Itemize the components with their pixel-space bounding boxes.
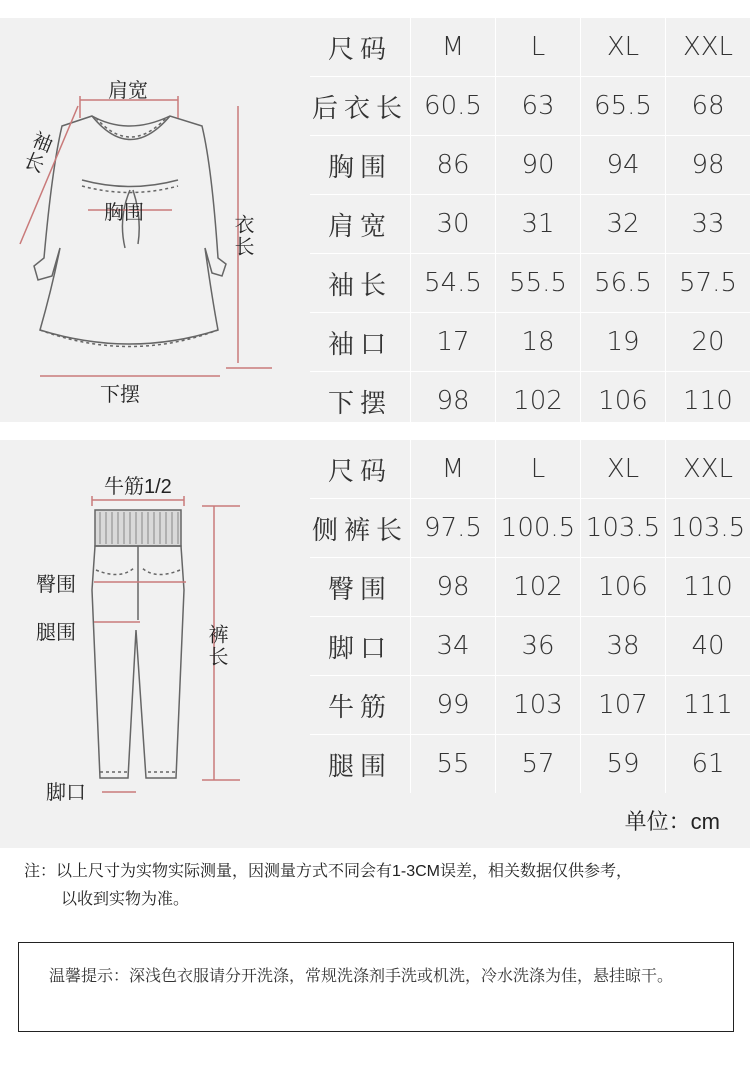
row-label: 脚口	[310, 617, 411, 676]
table-cell: 102	[496, 372, 581, 431]
size-header-label: 尺码	[310, 18, 411, 77]
care-tip-text: 温馨提示：深浅色衣服请分开洗涤，常规洗涤剂手洗或机洗，冷水洗涤为佳，悬挂晾干。	[49, 968, 674, 985]
table-cell: 106	[581, 372, 666, 431]
table-cell: 110	[666, 558, 750, 617]
table-cell: 55.5	[496, 254, 581, 313]
table-cell: 98	[666, 136, 750, 195]
dress-length-label: 衣长	[231, 214, 253, 258]
table-cell: 68	[666, 77, 750, 136]
table-row	[310, 558, 750, 617]
table-cell: 57	[496, 735, 581, 794]
table-row	[310, 617, 750, 676]
dress-size-table	[310, 18, 750, 430]
table-cell: 102	[496, 558, 581, 617]
size-header-cell: M	[411, 18, 496, 77]
care-tip-box	[18, 942, 734, 1032]
table-cell: 98	[411, 558, 496, 617]
size-header-cell: XL	[581, 440, 666, 499]
dress-sketch	[34, 116, 226, 347]
pants-waistband-label: 牛筋1/2	[104, 476, 172, 498]
note-line-1: 注：以上尺寸为实物实际测量，因测量方式不同会有1-3CM误差，相关数据仅供参考，	[24, 863, 633, 880]
note-line-2: 以收到实物为准。	[61, 891, 190, 908]
pants-length-label: 裤长	[205, 624, 227, 668]
table-cell: 32	[581, 195, 666, 254]
table-cell: 97.5	[411, 499, 496, 558]
row-label: 下摆	[310, 372, 411, 431]
row-label: 侧裤长	[310, 499, 411, 558]
table-cell: 106	[581, 558, 666, 617]
table-row	[310, 313, 750, 372]
size-header-cell: XL	[581, 18, 666, 77]
table-cell: 31	[496, 195, 581, 254]
table-cell: 18	[496, 313, 581, 372]
table-cell: 34	[411, 617, 496, 676]
row-label: 袖长	[310, 254, 411, 313]
table-cell: 61	[691, 749, 725, 779]
table-cell: 17	[411, 313, 496, 372]
dress-chest-label: 胸围	[104, 202, 144, 224]
table-row	[310, 372, 750, 431]
table-row	[310, 136, 750, 195]
row-label: 胸围	[310, 136, 411, 195]
table-row	[310, 499, 750, 558]
table-cell: 100.5	[496, 499, 581, 558]
table-cell: 99	[411, 676, 496, 735]
dress-size-panel	[0, 18, 750, 422]
table-cell: 65.5	[581, 77, 666, 136]
measurement-note	[24, 858, 734, 914]
unit-label: 单位：cm	[624, 809, 720, 834]
pants-size-panel	[0, 440, 750, 848]
dress-sleeve-label: 袖长	[17, 127, 55, 177]
table-cell: 36	[496, 617, 581, 676]
table-cell: 103	[496, 676, 581, 735]
row-label: 牛筋	[310, 676, 411, 735]
table-cell: 56.5	[581, 254, 666, 313]
size-header-cell: XXL	[666, 440, 750, 499]
table-cell: 103.5	[666, 499, 750, 558]
table-cell: 86	[411, 136, 496, 195]
table-row	[310, 195, 750, 254]
table-cell: 54.5	[411, 254, 496, 313]
row-label: 肩宽	[310, 195, 411, 254]
table-cell: 63	[496, 77, 581, 136]
table-row	[310, 676, 750, 735]
table-row	[310, 254, 750, 313]
table-row	[310, 77, 750, 136]
table-cell: 111	[666, 676, 750, 735]
table-cell: 30	[411, 195, 496, 254]
table-row	[310, 735, 750, 794]
size-header-row	[310, 440, 750, 499]
pants-sketch	[92, 510, 184, 778]
table-cell: 94	[581, 136, 666, 195]
table-cell: 98	[411, 372, 496, 431]
size-header-label: 尺码	[310, 440, 411, 499]
table-cell: 60.5	[411, 77, 496, 136]
table-cell: 110	[683, 386, 733, 416]
dress-hem-label: 下摆	[100, 384, 140, 406]
pants-cuff-label: 脚口	[46, 782, 86, 804]
size-header-cell: XXL	[666, 18, 750, 77]
row-label: 腿围	[310, 735, 411, 794]
dress-shoulder-label: 肩宽	[108, 80, 148, 102]
size-header-cell: L	[496, 440, 581, 499]
table-cell: 20	[666, 313, 750, 372]
size-header-cell: L	[496, 18, 581, 77]
table-cell: 103.5	[581, 499, 666, 558]
table-cell: 38	[581, 617, 666, 676]
table-cell: 90	[496, 136, 581, 195]
size-header-cell: M	[411, 440, 496, 499]
pants-thigh-label: 腿围	[36, 622, 76, 644]
pants-hip-label: 臀围	[36, 574, 76, 596]
pants-size-table	[310, 440, 750, 793]
table-cell: 55	[411, 735, 496, 794]
table-cell: 40	[666, 617, 750, 676]
size-header-row	[310, 18, 750, 77]
table-cell: 33	[666, 195, 750, 254]
table-cell: 57.5	[666, 254, 750, 313]
row-label: 后衣长	[310, 77, 411, 136]
table-cell: 19	[581, 313, 666, 372]
table-cell: 59	[581, 735, 666, 794]
row-label: 臀围	[310, 558, 411, 617]
row-label: 袖口	[310, 313, 411, 372]
table-cell: 107	[581, 676, 666, 735]
